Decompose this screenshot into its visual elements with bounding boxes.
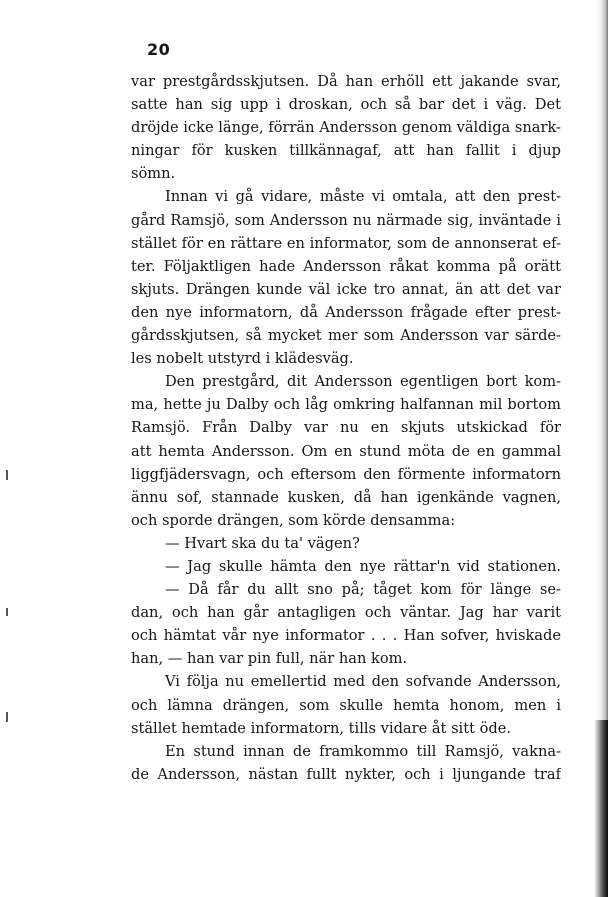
text-line: gård Ramsjö, som Andersson nu närmade sig, inväntade i [131, 211, 561, 229]
text-line: ter. Följaktligen hade Andersson råkat komma på orätt [131, 257, 561, 275]
text-line: han, — han var pin full, när han kom. [131, 650, 408, 668]
text-line: och hämtat vår nye informator . . . Han sofver, hviskade [131, 627, 561, 645]
text-line: Ramsjö. Från Dalby var nu en skjuts utskickad för [131, 419, 561, 437]
text-line: att hemta Andersson. Om en stund möta de en gammal [131, 442, 561, 460]
page-number: 20 [147, 40, 171, 59]
text-line: ma, hette ju Dalby och låg omkring halfannan mil bortom [131, 396, 561, 414]
text-line: dan, och han går antagligen och väntar. Jag har varit [131, 604, 561, 622]
text-line: — Jag skulle hämta den nye rättar'n vid stationen. [165, 557, 561, 575]
binding-shadow-dark [594, 720, 608, 897]
text-line: les nobelt utstyrd i klädesväg. [131, 350, 354, 368]
body-text [131, 70, 561, 786]
margin-speck [6, 608, 8, 616]
text-line: stället hemtade informatorn, tills vidare åt sitt öde. [131, 719, 511, 737]
text-line: stället för en rättare en informator, som de annonserat ef- [131, 234, 561, 252]
text-line: ningar för kusken tillkännagaf, att han fallit i djup [131, 142, 561, 160]
margin-speck [6, 712, 8, 722]
text-line: och sporde drängen, som körde densamma: [131, 511, 456, 529]
text-line: Innan vi gå vidare, måste vi omtala, att den prest- [165, 188, 561, 206]
text-line: ännu sof, stannade kusken, då han igenkände vagnen, [131, 488, 561, 506]
text-line: Den prestgård, dit Andersson egentligen bort kom- [165, 373, 561, 391]
text-line: gårdsskjutsen, så mycket mer som Andersson var särde- [131, 327, 561, 345]
text-line: dröjde icke länge, förrän Andersson genom väldiga snark- [131, 119, 561, 137]
text-line: skjuts. Drängen kunde väl icke tro annat, än att det var [131, 280, 561, 298]
text-line: den nye informatorn, då Andersson frågade efter prest- [131, 303, 561, 321]
text-line: var prestgårdsskjutsen. Då han erhöll ett jakande svar, [131, 73, 561, 90]
text-line: och lämna drängen, som skulle hemta honom, men i [131, 696, 561, 714]
margin-speck [6, 470, 8, 480]
text-line: Vi följa nu emellertid med den sofvande Andersson, [165, 673, 561, 691]
text-line: sömn. [131, 165, 176, 183]
text-line: En stund innan de framkommo till Ramsjö, vakna- [165, 742, 561, 760]
text-line: liggfjädersvagn, och eftersom den förmente informatorn [131, 465, 561, 483]
text-line: satte han sig upp i droskan, och så bar det i väg. Det [131, 96, 561, 114]
text-line: — Då får du allt sno på; tåget kom för länge se- [165, 581, 561, 599]
text-line: de Andersson, nästan fullt nykter, och i ljungande traf [131, 765, 561, 783]
text-line: — Hvart ska du ta' vägen? [165, 534, 360, 552]
